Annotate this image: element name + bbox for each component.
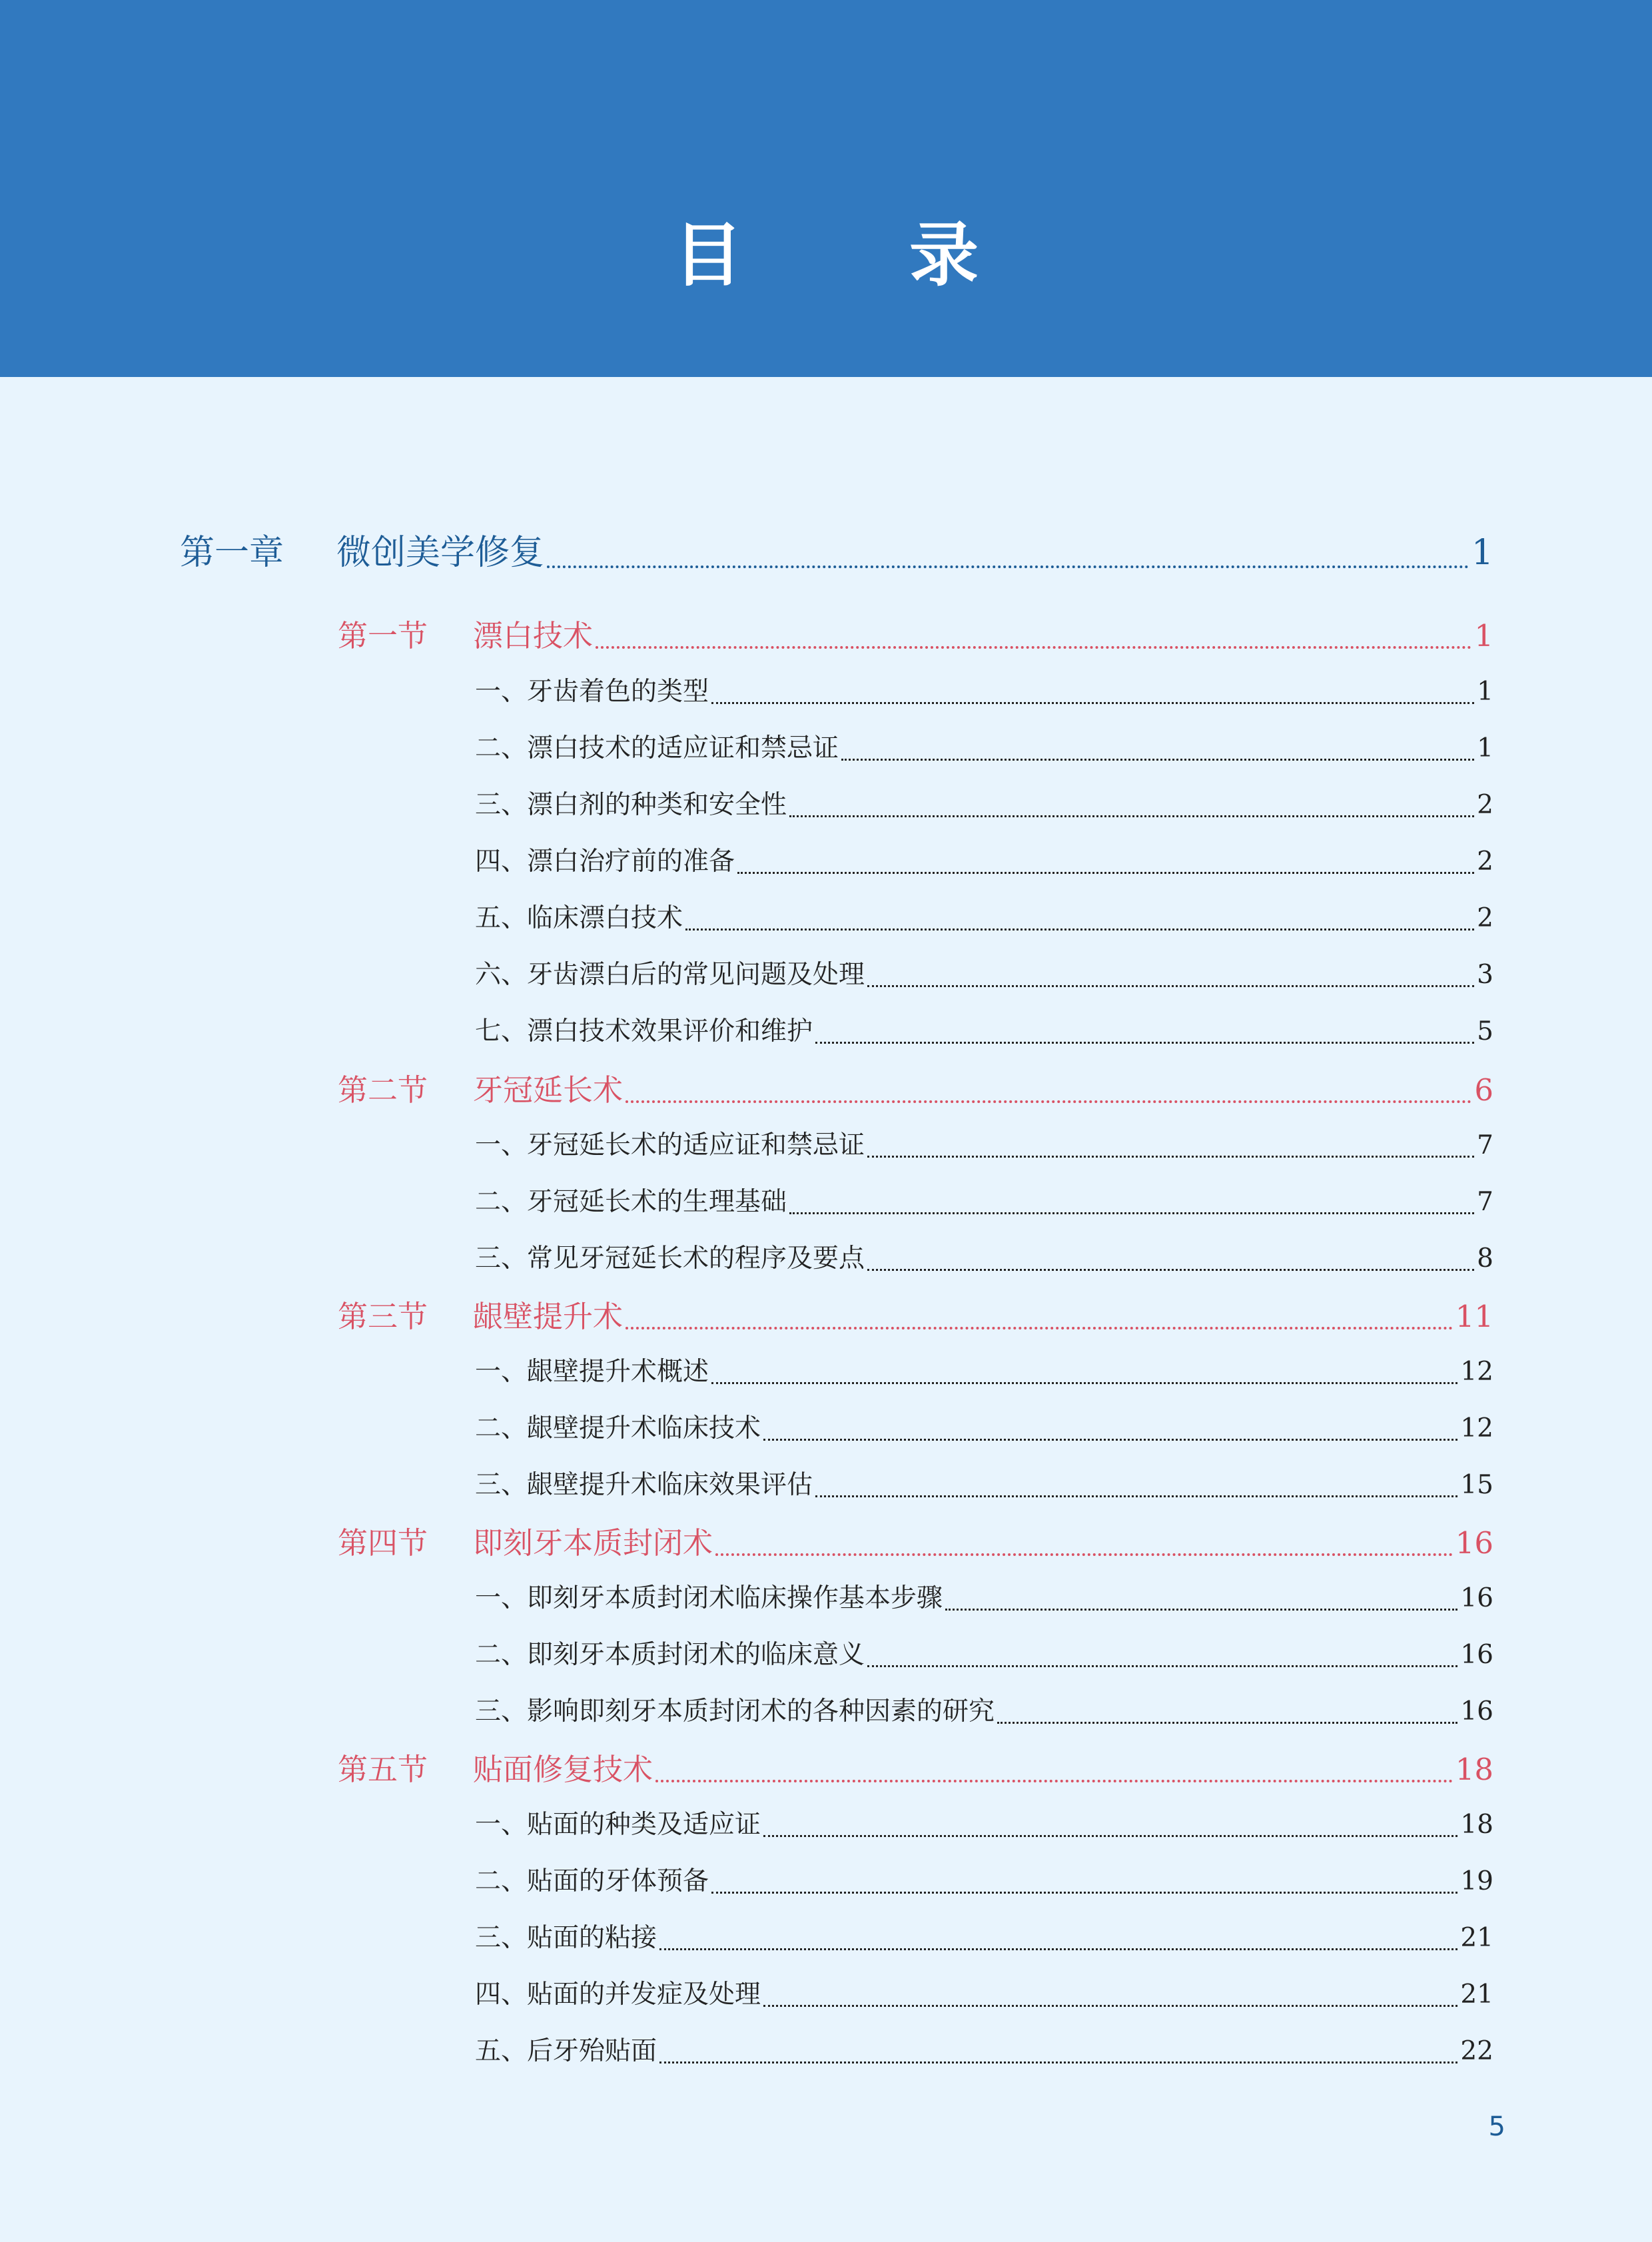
item-title: 三、常见牙冠延长术的程序及要点 [475,1244,865,1274]
item-title: 三、影响即刻牙本质封闭术的各种因素的研究 [475,1696,995,1726]
section-title: 贴面修复技术 [473,1752,653,1787]
leader-dots [711,1351,1457,1392]
leader-dots [625,1066,1471,1112]
leader-dots [715,1519,1453,1565]
item-title: 二、即刻牙本质封闭术的临床意义 [475,1640,865,1670]
toc-section-4[interactable] [338,1519,1493,1565]
section-page: 11 [1455,1299,1493,1334]
item-title: 四、贴面的并发症及处理 [475,1980,761,2010]
item-page: 16 [1460,1640,1493,1670]
toc-item[interactable] [475,1010,1493,1052]
toc-item[interactable] [475,1690,1493,1732]
item-page: 8 [1477,1244,1493,1274]
section-number: 第三节 [338,1299,428,1334]
item-page: 5 [1477,1016,1493,1046]
toc-section-2[interactable] [338,1066,1493,1112]
item-page: 7 [1477,1187,1493,1217]
toc-item[interactable] [475,1634,1493,1675]
item-page: 2 [1477,790,1493,820]
toc-item[interactable] [475,1974,1493,2015]
section-number: 第五节 [338,1752,428,1787]
item-title: 一、即刻牙本质封闭术临床操作基本步骤 [475,1583,943,1613]
toc-item[interactable] [475,841,1493,882]
section-number: 第一节 [338,618,428,653]
item-title: 二、贴面的牙体预备 [475,1866,709,1896]
leader-dots [945,1577,1457,1619]
item-title: 七、漂白技术效果评价和维护 [475,1016,813,1046]
section-title: 即刻牙本质封闭术 [473,1525,713,1561]
leader-dots [659,2030,1457,2071]
toc-item[interactable] [475,1577,1493,1619]
leader-dots [711,1860,1457,1902]
item-page: 21 [1460,1980,1493,2010]
item-title: 三、漂白剂的种类和安全性 [475,790,787,820]
section-title: 牙冠延长术 [473,1072,623,1108]
item-page: 1 [1477,677,1493,707]
item-page: 19 [1460,1866,1493,1896]
toc-item[interactable] [475,784,1493,825]
section-page: 16 [1455,1525,1493,1561]
item-page: 12 [1460,1357,1493,1387]
toc-item[interactable] [475,1351,1493,1392]
leader-dots [867,1238,1474,1279]
leader-dots [867,1124,1474,1166]
chapter-page: 1 [1471,533,1493,573]
item-page: 18 [1460,1810,1493,1840]
toc-item[interactable] [475,2030,1493,2071]
item-page: 16 [1460,1583,1493,1613]
section-page: 6 [1474,1072,1493,1108]
chapter-title: 微创美学修复 [336,533,545,573]
leader-dots [659,1917,1457,1958]
toc-section-5[interactable] [338,1745,1493,1792]
item-page: 3 [1477,960,1493,990]
leader-dots [815,1464,1457,1505]
leader-dots [997,1690,1457,1732]
toc-item[interactable] [475,1917,1493,1958]
section-title: 漂白技术 [473,618,594,653]
item-page: 2 [1477,903,1493,933]
title-char-2: 录 [909,214,979,296]
item-title: 六、牙齿漂白后的常见问题及处理 [475,960,865,990]
item-title: 五、后牙殆贴面 [475,2036,657,2066]
toc-section-1[interactable] [338,611,1493,658]
item-title: 二、龈壁提升术临床技术 [475,1413,761,1443]
leader-dots [655,1745,1453,1792]
leader-dots [789,1181,1474,1222]
item-title: 三、贴面的粘接 [475,1923,657,1953]
toc-item[interactable] [475,1860,1493,1902]
toc-chapter-1[interactable] [180,524,1493,577]
section-page: 18 [1455,1752,1493,1787]
page-number: 5 [1488,2111,1505,2142]
toc-item[interactable] [475,671,1493,712]
item-page: 7 [1477,1130,1493,1160]
toc-item[interactable] [475,1181,1493,1222]
leader-dots [841,727,1474,769]
item-page: 15 [1460,1470,1493,1500]
leader-dots [867,1634,1457,1675]
item-page: 16 [1460,1696,1493,1726]
leader-dots [815,1010,1474,1052]
leader-dots [763,1407,1457,1449]
item-title: 一、牙冠延长术的适应证和禁忌证 [475,1130,865,1160]
leader-dots [596,611,1471,658]
section-title: 龈壁提升术 [473,1299,623,1334]
title-char-1: 目 [673,214,743,296]
item-title: 三、龈壁提升术临床效果评估 [475,1470,813,1500]
item-page: 12 [1460,1413,1493,1443]
chapter-number: 第一章 [180,533,284,573]
leader-dots [763,1974,1457,2015]
leader-dots [547,524,1469,577]
toc-item[interactable] [475,954,1493,995]
toc-item[interactable] [475,1804,1493,1845]
leader-dots [685,897,1474,938]
section-number: 第二节 [338,1072,428,1108]
toc-item[interactable] [475,897,1493,938]
item-title: 五、临床漂白技术 [475,903,683,933]
toc-item[interactable] [475,1124,1493,1166]
section-number: 第四节 [338,1525,428,1561]
item-title: 一、贴面的种类及适应证 [475,1810,761,1840]
item-page: 22 [1460,2036,1493,2066]
leader-dots [867,954,1474,995]
leader-dots [763,1804,1457,1845]
toc-item[interactable] [475,727,1493,769]
item-title: 四、漂白治疗前的准备 [475,847,735,877]
leader-dots [737,841,1474,882]
item-title: 二、牙冠延长术的生理基础 [475,1187,787,1217]
leader-dots [625,1292,1453,1339]
item-page: 21 [1460,1923,1493,1953]
toc-section-3[interactable] [338,1292,1493,1339]
leader-dots [711,671,1474,712]
toc-item[interactable] [475,1464,1493,1505]
item-title: 二、漂白技术的适应证和禁忌证 [475,733,839,763]
item-page: 1 [1477,733,1493,763]
item-page: 2 [1477,847,1493,877]
toc-item[interactable] [475,1238,1493,1279]
item-title: 一、龈壁提升术概述 [475,1357,709,1387]
leader-dots [789,784,1474,825]
section-page: 1 [1474,618,1493,653]
item-title: 一、牙齿着色的类型 [475,677,709,707]
toc-item[interactable] [475,1407,1493,1449]
